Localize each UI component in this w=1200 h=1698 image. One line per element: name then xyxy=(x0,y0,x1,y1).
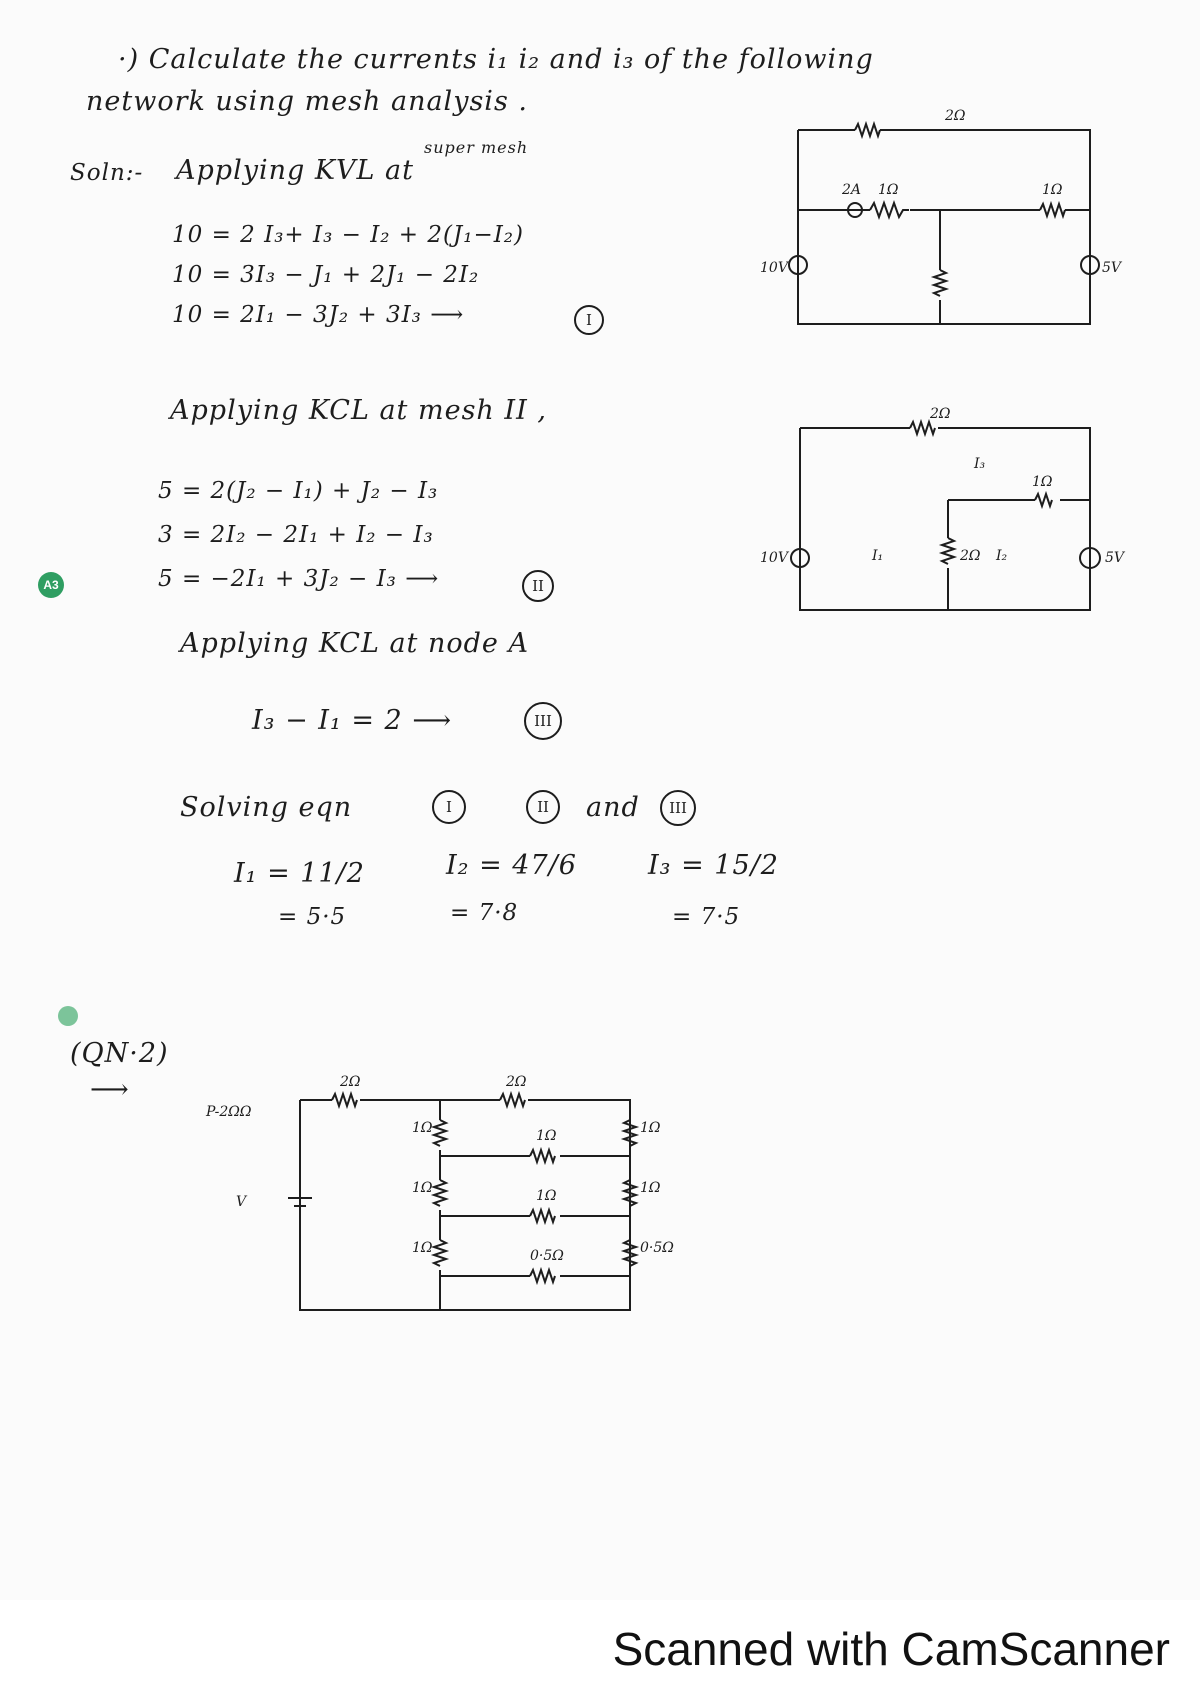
circuit-q2 xyxy=(206,1074,674,1330)
circuit-2-wires xyxy=(800,428,1090,610)
circuit-q2-r-left-label: P-2ΩΩ xyxy=(206,1104,252,1120)
q2-label: (QN·2) xyxy=(70,1038,169,1069)
solving-label: Solving eqn xyxy=(180,792,353,823)
eq1-line-2: 10 = 3I₃ − J₁ + 2J₁ − 2I₂ xyxy=(172,262,480,288)
circuit-q2-r-rung-2 xyxy=(530,1210,555,1222)
q2-arrow: ⟶ xyxy=(90,1074,130,1105)
node-heading: Applying KCL at node A xyxy=(180,628,529,659)
circuit-q2-r-col-2-label: 1Ω xyxy=(412,1180,433,1196)
circuit-q2-r-col-3 xyxy=(434,1240,446,1266)
circuit-2-src-left-label: 10V xyxy=(760,550,788,566)
margin-dot xyxy=(58,1006,78,1026)
circuit-q2-r-col-2 xyxy=(434,1180,446,1206)
circuit-q2-r-right-1-label: 1Ω xyxy=(640,1120,661,1136)
circuit-q2-r-col-1-label: 1Ω xyxy=(412,1120,433,1136)
circuit-q2-r-rung-1-label: 1Ω xyxy=(536,1128,557,1144)
i3-value: = 7·5 xyxy=(672,904,741,930)
circuit-1-r-top-label: 2Ω xyxy=(945,108,966,124)
solving-tag-iii: III xyxy=(660,790,696,826)
circuit-q2-r-col-3-label: 1Ω xyxy=(412,1240,433,1256)
circuit-2-src-right-label: 5V xyxy=(1105,550,1125,566)
circuit-1-r-top xyxy=(855,124,880,136)
circuit-q2-r-col-1 xyxy=(434,1120,446,1146)
margin-badge: A3 xyxy=(38,572,64,598)
circuit-1-r-1 xyxy=(870,203,909,217)
kcl-heading: Applying KCL at mesh II , xyxy=(170,395,547,426)
circuit-1-src-left-label: 10V xyxy=(760,260,788,276)
circuit-q2-r-top-right xyxy=(500,1094,525,1106)
circuit-2-r-2-label: 2Ω xyxy=(960,548,981,564)
solving-and: and xyxy=(586,792,640,823)
scanner-watermark: Scanned with CamScanner xyxy=(612,1623,1170,1675)
circuit-q2-r-rung-2-label: 1Ω xyxy=(536,1188,557,1204)
question-line-1: ·) Calculate the currents i₁ i₂ and i₃ of the following xyxy=(118,44,874,75)
circuit-1-r-right xyxy=(1040,204,1065,216)
circuit-2 xyxy=(760,400,1125,620)
circuit-2-r-mid xyxy=(1035,494,1052,506)
i1-result: I₁ = 11/2 xyxy=(234,858,365,889)
circuit-q2-r-rung-1 xyxy=(530,1150,555,1162)
eq2-line-2: 3 = 2I₂ − 2I₁ + I₂ − I₃ xyxy=(158,522,434,548)
circuit-1-source-current-label: 2A xyxy=(842,182,862,198)
eq1-line-1: 10 = 2 I₃+ I₃ − I₂ + 2(J₁−I₂) xyxy=(172,222,524,248)
circuit-1-r-right-label: 1Ω xyxy=(1042,182,1063,198)
eq2-line-3: 5 = −2I₁ + 3J₂ − I₃ ⟶ xyxy=(158,566,440,592)
eq1-tag: I xyxy=(574,305,604,335)
eq3-tag: III xyxy=(524,702,562,740)
circuit-2-i1-label: I₁ xyxy=(872,548,884,564)
circuit-2-r-mid-label: 1Ω xyxy=(1032,474,1053,490)
eq3: I₃ − I₁ = 2 ⟶ xyxy=(252,705,453,736)
circuit-q2-r-top-left-label: 2Ω xyxy=(340,1074,361,1090)
circuit-q2-r-right-3-label: 0·5Ω xyxy=(640,1240,674,1256)
circuit-2-i2-label: I₂ xyxy=(996,548,1008,564)
circuit-q2-wires xyxy=(300,1100,630,1310)
circuit-1-src-right-label: 5V xyxy=(1102,260,1122,276)
question-line-2: network using mesh analysis . xyxy=(86,86,528,117)
kvl-heading-note: super mesh xyxy=(424,138,529,157)
i3-result: I₃ = 15/2 xyxy=(648,850,779,881)
circuit-q2-r-top-right-label: 2Ω xyxy=(506,1074,527,1090)
eq2-tag: II xyxy=(522,570,554,602)
circuit-2-i3-label: I₃ xyxy=(974,456,986,472)
circuit-2-r-top-label: 2Ω xyxy=(930,406,951,422)
solving-tag-ii: II xyxy=(526,790,560,824)
kvl-heading: Applying KVL at xyxy=(176,155,414,186)
i2-result: I₂ = 47/6 xyxy=(446,850,577,881)
circuit-1-r-mid xyxy=(934,270,946,296)
i1-value: = 5·5 xyxy=(278,904,347,930)
circuit-1-wires xyxy=(798,130,1090,324)
circuit-1 xyxy=(760,100,1122,340)
circuit-q2-source-label: V xyxy=(236,1194,247,1210)
i2-value: = 7·8 xyxy=(450,900,519,926)
circuit-2-r-top xyxy=(910,422,935,434)
circuit-1-r-1-label: 1Ω xyxy=(878,182,899,198)
solution-label: Soln:- xyxy=(70,160,144,186)
eq2-line-1: 5 = 2(J₂ − I₁) + J₂ − I₃ xyxy=(158,478,439,504)
scanner-footer xyxy=(0,1600,1200,1698)
circuit-q2-r-top-left xyxy=(332,1094,357,1106)
circuit-q2-r-rung-3 xyxy=(530,1270,555,1282)
circuit-q2-r-rung-3-label: 0·5Ω xyxy=(530,1248,564,1264)
eq1-line-3: 10 = 2I₁ − 3J₂ + 3I₃ ⟶ xyxy=(172,302,465,328)
solving-tag-i: I xyxy=(432,790,466,824)
circuit-2-r-2 xyxy=(942,538,954,564)
circuit-q2-r-right-2-label: 1Ω xyxy=(640,1180,661,1196)
